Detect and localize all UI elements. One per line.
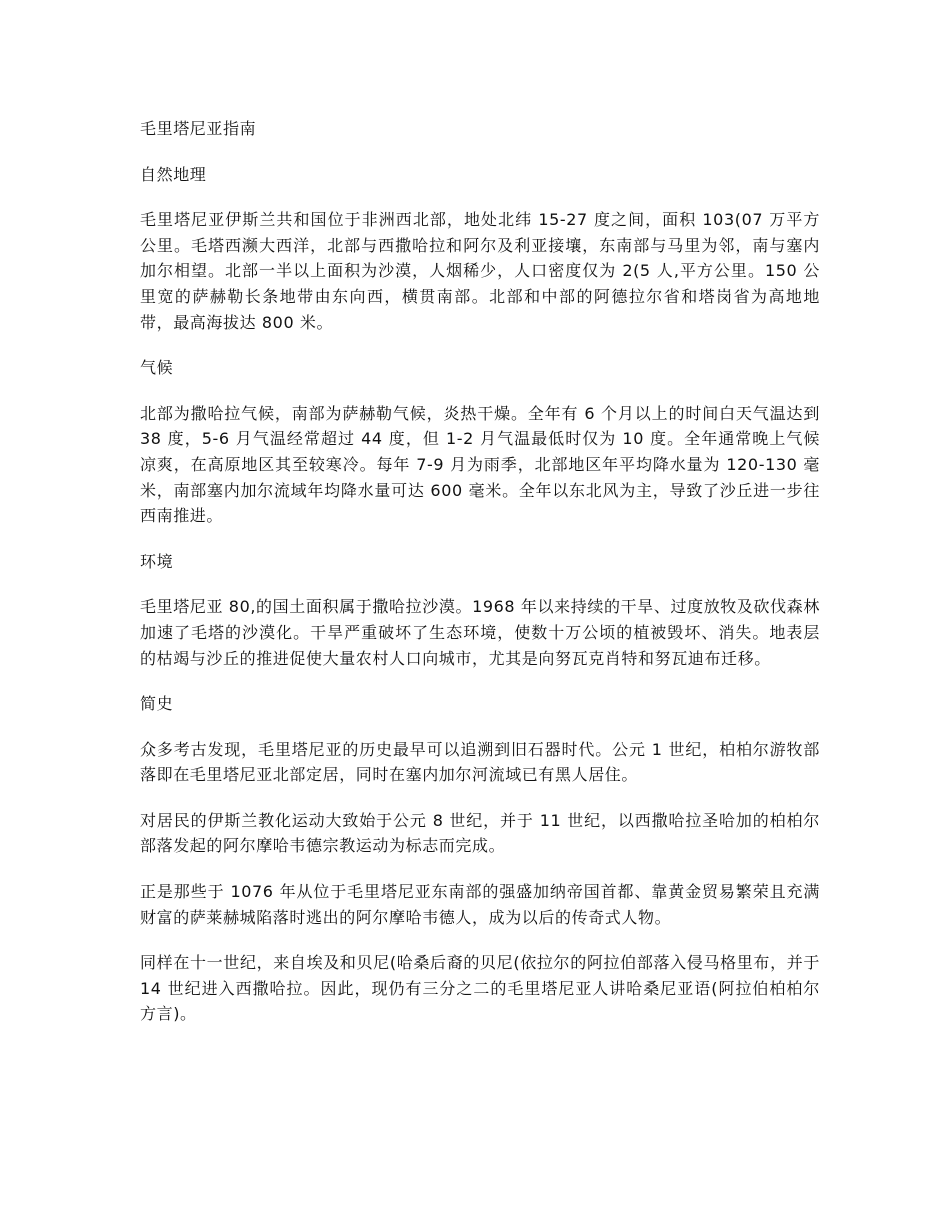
document-page xyxy=(140,116,820,1027)
section-paragraph: 正是那些于 1076 年从位于毛里塔尼亚东南部的强盛加纳帝国首都、靠黄金贸易繁荣且充满财富的萨莱赫城陷落时逃出的阿尔摩哈韦德人，成为以后的传奇式人物。 xyxy=(140,882,820,927)
section-heading-climate: 气候 xyxy=(140,358,174,378)
section-paragraph: 众多考古发现，毛里塔尼亚的历史最早可以追溯到旧石器时代。公元 1 世纪，柏柏尔游牧部落即在毛里塔尼亚北部定居，同时在塞内加尔河流域已有黑人居住。 xyxy=(140,739,820,785)
section-paragraph: 同样在十一世纪，来自埃及和贝尼(哈桑后裔的贝尼(依拉尔的阿拉伯部落入侵马格里布，并于 14 世纪进入西撒哈拉。因此，现仍有三分之二的毛里塔尼亚人讲哈桑尼亚语(阿拉伯柏柏尔方言)。 xyxy=(140,953,820,1024)
section-heading-history: 简史 xyxy=(140,694,174,714)
section-paragraph: 对居民的伊斯兰教化运动大致始于公元 8 世纪，并于 11 世纪，以西撒哈拉圣哈加的柏柏尔部落发起的阿尔摩哈韦德宗教运动为标志而完成。 xyxy=(140,810,820,856)
section-heading-environment: 环境 xyxy=(140,551,174,571)
section-paragraph: 北部为撒哈拉气候，南部为萨赫勒气候，炎热干燥。全年有 6 个月以上的时间白天气温达到 38 度，5-6 月气温经常超过 44 度，但 1-2 月气温最低时仅为 10 度。全年通常晚上气候凉爽，在高原地区其至较寒冷。每年 7-9 月为雨季，北部地区年平均降水量为 120-130 毫米，南部塞内加尔流域年均降水量可达 600 毫米。全年以东北风为主，导致了沙丘进一步往西南推进。 xyxy=(140,403,820,526)
section-paragraph: 毛里塔尼亚 80,的国土面积属于撒哈拉沙漠。1968 年以来持续的干旱、过度放牧及砍伐森林加速了毛塔的沙漠化。干旱严重破坏了生态环境，使数十万公顷的植被毁坏、消失。地表层的枯竭与沙丘的推进促使大量农村人口向城市，尤其是向努瓦克肖特和努瓦迪布迁移。 xyxy=(140,597,820,668)
section-paragraph: 毛里塔尼亚伊斯兰共和国位于非洲西北部，地处北纬 15-27 度之间，面积 103(07 万平方公里。毛塔西濒大西洋，北部与西撒哈拉和阿尔及利亚接壤，东南部与马里为邻，南与塞内加尔相望。北部一半以上面积为沙漠，人烟稀少，人口密度仅为 2(5 人,平方公里。150 公里宽的萨赫勒长条地带由东向西，横贯南部。北部和中部的阿德拉尔省和塔岗省为高地地带，最高海拔达 800 米。 xyxy=(140,210,820,332)
document-title: 毛里塔尼亚指南 xyxy=(140,119,257,138)
section-heading-geography: 自然地理 xyxy=(140,164,207,184)
